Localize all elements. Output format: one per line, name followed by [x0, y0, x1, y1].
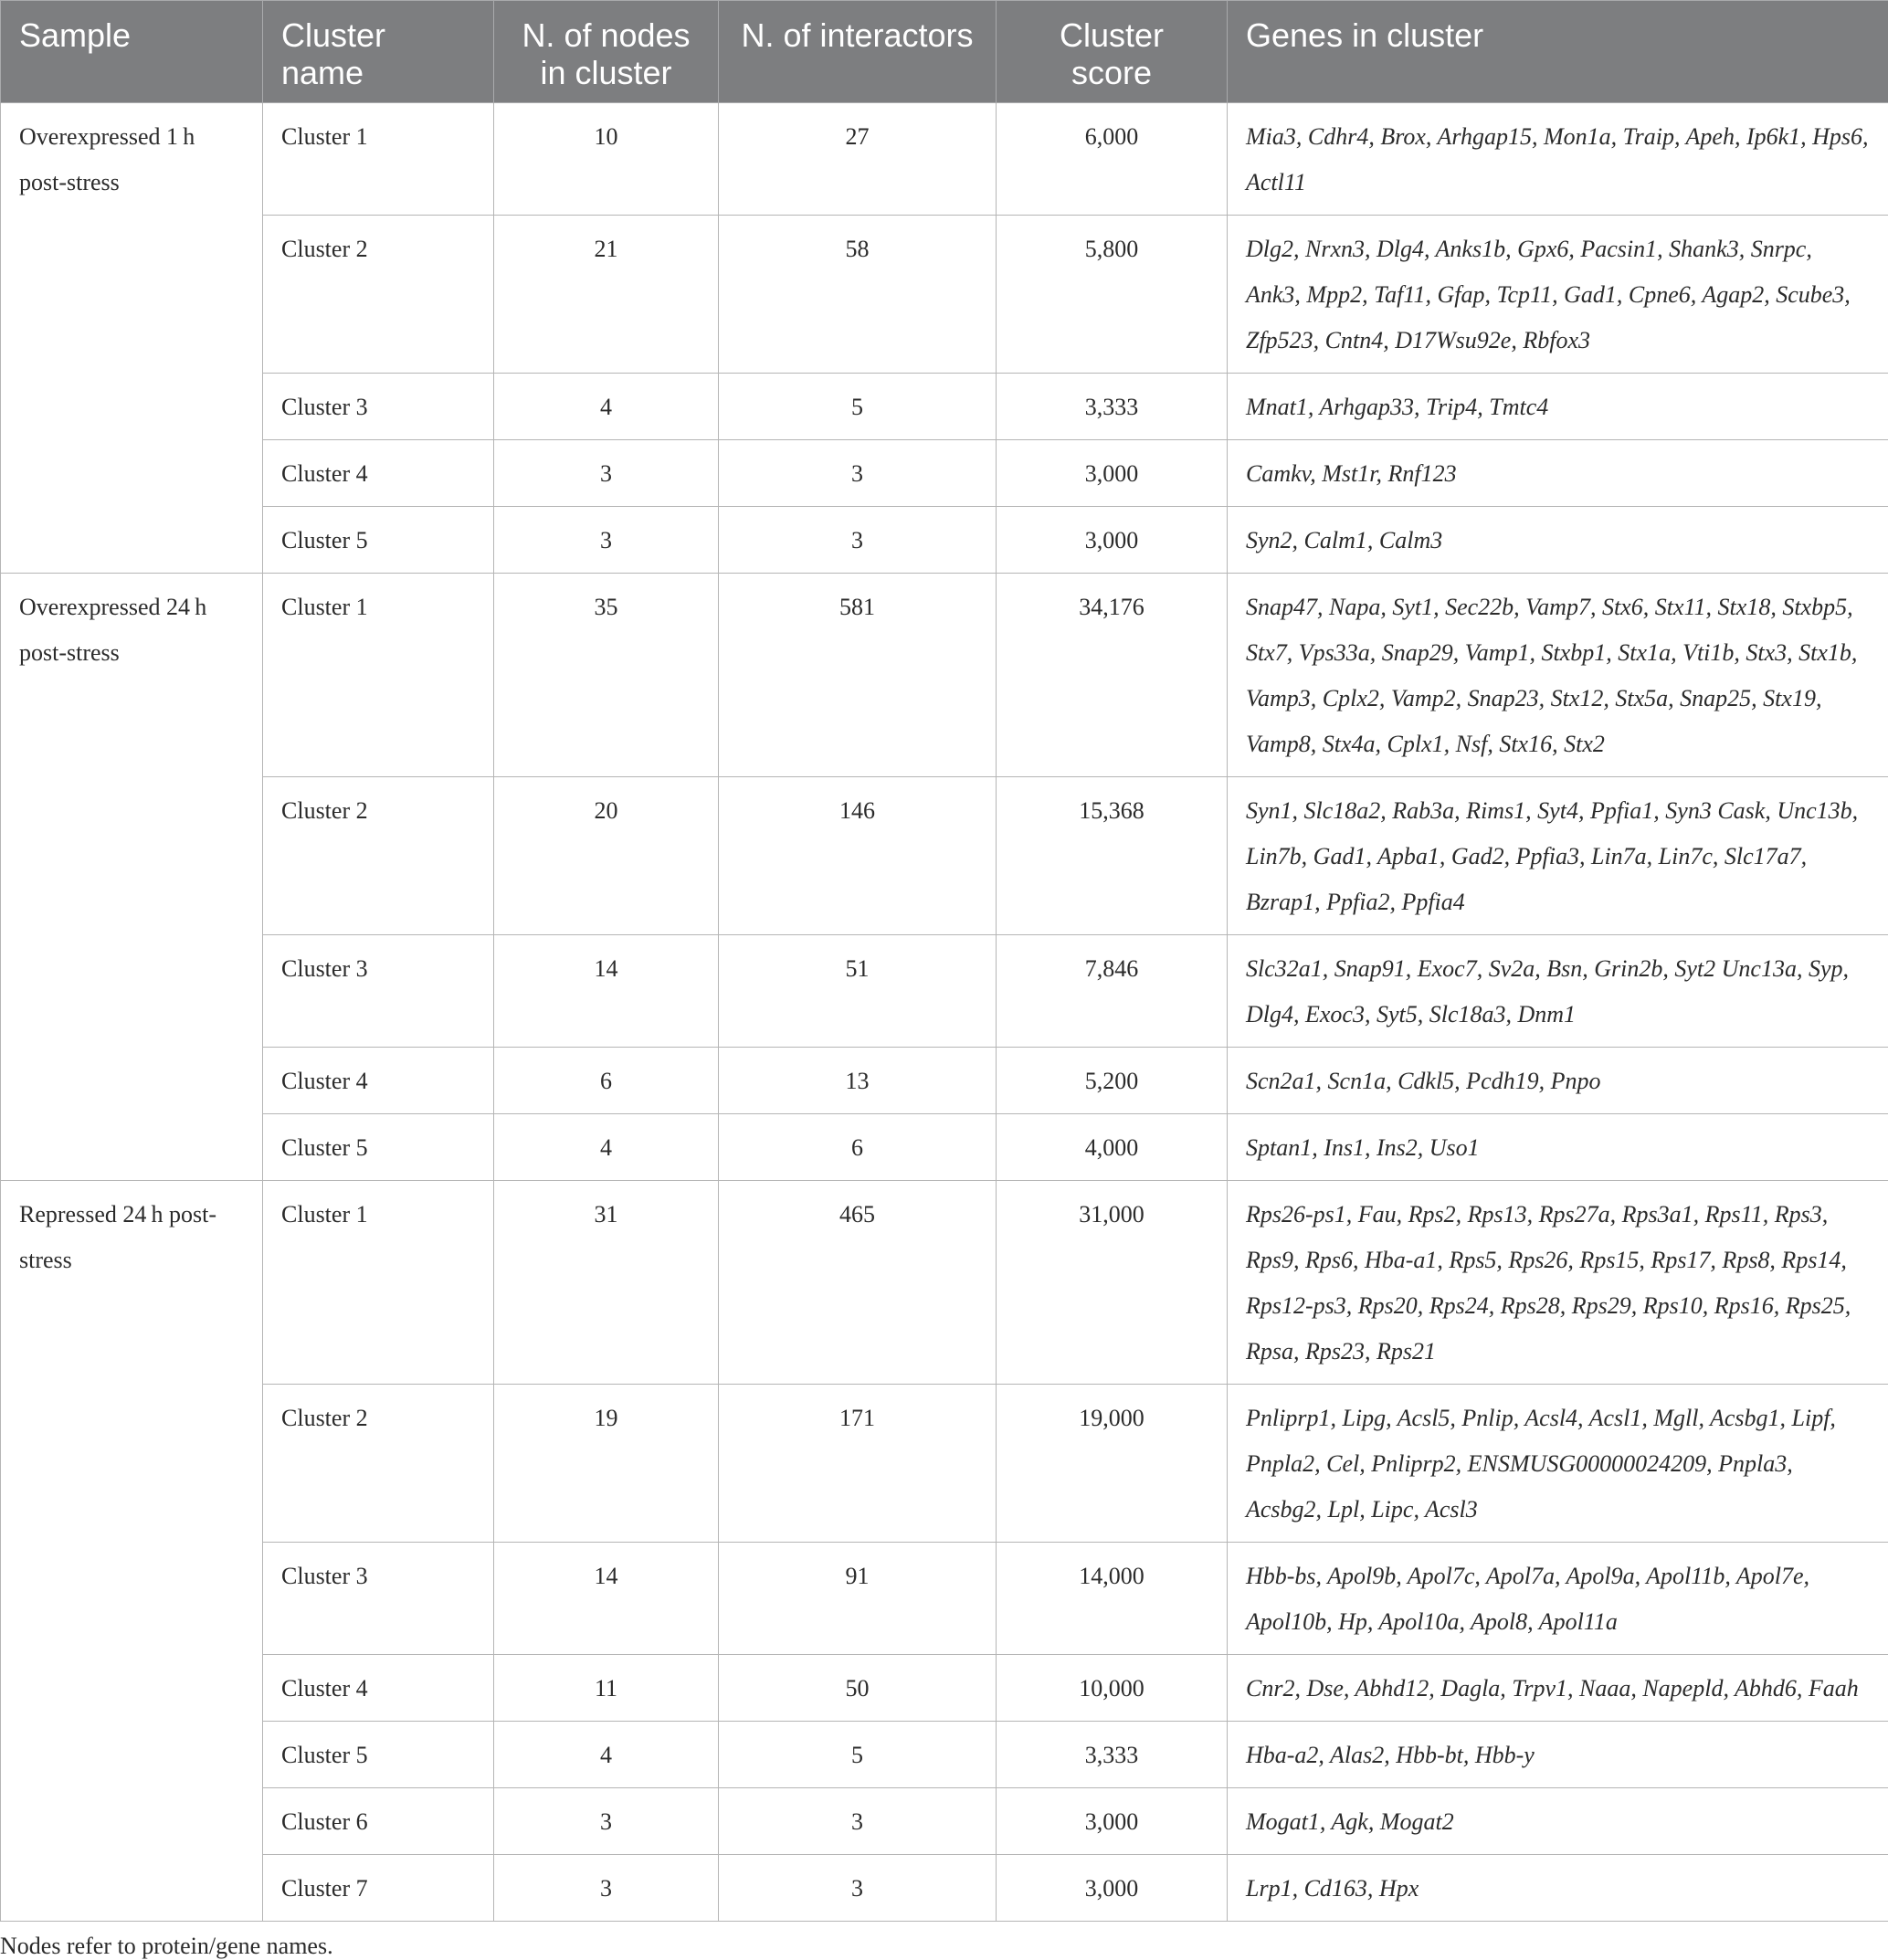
nodes-cell: 14	[494, 1543, 719, 1655]
genes-cell: Sptan1, Ins1, Ins2, Uso1	[1228, 1114, 1888, 1181]
cluster-name-cell: Cluster 3	[263, 1543, 494, 1655]
interactors-cell: 146	[719, 777, 997, 935]
table-row	[1, 374, 1888, 440]
nodes-cell: 6	[494, 1048, 719, 1114]
table-row	[1, 1048, 1888, 1114]
table-row	[1, 1788, 1888, 1855]
cluster-name-cell: Cluster 1	[263, 103, 494, 216]
table-row	[1, 574, 1888, 777]
score-cell: 10,000	[997, 1655, 1228, 1722]
cluster-name-cell: Cluster 2	[263, 216, 494, 374]
header-interactors: N. of interactors	[719, 1, 997, 103]
score-cell: 3,000	[997, 1855, 1228, 1922]
interactors-cell: 5	[719, 1722, 997, 1788]
score-cell: 31,000	[997, 1181, 1228, 1385]
cluster-name-cell: Cluster 2	[263, 777, 494, 935]
table-row	[1, 440, 1888, 507]
nodes-cell: 35	[494, 574, 719, 777]
table-row	[1, 1543, 1888, 1655]
cluster-name-cell: Cluster 5	[263, 507, 494, 574]
score-cell: 3,000	[997, 440, 1228, 507]
nodes-cell: 11	[494, 1655, 719, 1722]
score-cell: 19,000	[997, 1385, 1228, 1543]
header-genes: Genes in cluster	[1228, 1, 1888, 103]
cluster-name-cell: Cluster 1	[263, 574, 494, 777]
cluster-name-cell: Cluster 1	[263, 1181, 494, 1385]
genes-cell: Mogat1, Agk, Mogat2	[1228, 1788, 1888, 1855]
header-score: Cluster score	[997, 1, 1228, 103]
interactors-cell: 50	[719, 1655, 997, 1722]
header-sample: Sample	[1, 1, 263, 103]
cluster-name-cell: Cluster 3	[263, 935, 494, 1048]
table-header-row	[1, 1, 1888, 103]
genes-cell: Cnr2, Dse, Abhd12, Dagla, Trpv1, Naaa, Napepld, Abhd6, Faah	[1228, 1655, 1888, 1722]
table-body	[1, 103, 1888, 1922]
interactors-cell: 27	[719, 103, 997, 216]
interactors-cell: 58	[719, 216, 997, 374]
score-cell: 3,333	[997, 1722, 1228, 1788]
nodes-cell: 14	[494, 935, 719, 1048]
score-cell: 34,176	[997, 574, 1228, 777]
cluster-name-cell: Cluster 3	[263, 374, 494, 440]
genes-cell: Lrp1, Cd163, Hpx	[1228, 1855, 1888, 1922]
cluster-name-cell: Cluster 4	[263, 1655, 494, 1722]
cluster-name-cell: Cluster 5	[263, 1114, 494, 1181]
cluster-name-cell: Cluster 4	[263, 1048, 494, 1114]
score-cell: 6,000	[997, 103, 1228, 216]
score-cell: 3,000	[997, 507, 1228, 574]
interactors-cell: 3	[719, 1788, 997, 1855]
table-row	[1, 777, 1888, 935]
cluster-name-cell: Cluster 7	[263, 1855, 494, 1922]
score-cell: 4,000	[997, 1114, 1228, 1181]
genes-cell: Rps26-ps1, Fau, Rps2, Rps13, Rps27a, Rps3a1, Rps11, Rps3, Rps9, Rps6, Hba-a1, Rps5, Rps26, Rps15, Rps17, Rps8, Rps14, Rps12-ps3, Rps20, Rps24, Rps28, Rps29, Rps10, Rps16, Rps25, Rpsa, Rps23, Rps21	[1228, 1181, 1888, 1385]
genes-cell: Slc32a1, Snap91, Exoc7, Sv2a, Bsn, Grin2b, Syt2 Unc13a, Syp, Dlg4, Exoc3, Syt5, Slc18a3, Dnm1	[1228, 935, 1888, 1048]
table-row	[1, 1655, 1888, 1722]
genes-cell: Hbb-bs, Apol9b, Apol7c, Apol7a, Apol9a, Apol11b, Apol7e, Apol10b, Hp, Apol10a, Apol8, Apol11a	[1228, 1543, 1888, 1655]
table-row	[1, 1181, 1888, 1385]
score-cell: 5,200	[997, 1048, 1228, 1114]
cluster-name-cell: Cluster 6	[263, 1788, 494, 1855]
score-cell: 7,846	[997, 935, 1228, 1048]
genes-cell: Syn2, Calm1, Calm3	[1228, 507, 1888, 574]
score-cell: 3,333	[997, 374, 1228, 440]
nodes-cell: 3	[494, 507, 719, 574]
sample-cell: Overexpressed 24 h post-stress	[1, 574, 263, 1181]
nodes-cell: 31	[494, 1181, 719, 1385]
score-cell: 15,368	[997, 777, 1228, 935]
table-row	[1, 1855, 1888, 1922]
nodes-cell: 4	[494, 374, 719, 440]
table-row	[1, 1114, 1888, 1181]
genes-cell: Hba-a2, Alas2, Hbb-bt, Hbb-y	[1228, 1722, 1888, 1788]
sample-cell: Repressed 24 h post-stress	[1, 1181, 263, 1922]
interactors-cell: 171	[719, 1385, 997, 1543]
interactors-cell: 3	[719, 507, 997, 574]
interactors-cell: 6	[719, 1114, 997, 1181]
interactors-cell: 13	[719, 1048, 997, 1114]
table-row	[1, 103, 1888, 216]
nodes-cell: 4	[494, 1722, 719, 1788]
genes-cell: Camkv, Mst1r, Rnf123	[1228, 440, 1888, 507]
interactors-cell: 91	[719, 1543, 997, 1655]
header-nodes: N. of nodes in cluster	[494, 1, 719, 103]
interactors-cell: 581	[719, 574, 997, 777]
table-footnote: Nodes refer to protein/gene names.	[0, 1933, 1888, 1960]
nodes-cell: 3	[494, 440, 719, 507]
cluster-name-cell: Cluster 2	[263, 1385, 494, 1543]
nodes-cell: 4	[494, 1114, 719, 1181]
table-row	[1, 935, 1888, 1048]
table-row	[1, 1385, 1888, 1543]
nodes-cell: 10	[494, 103, 719, 216]
score-cell: 14,000	[997, 1543, 1228, 1655]
genes-cell: Scn2a1, Scn1a, Cdkl5, Pcdh19, Pnpo	[1228, 1048, 1888, 1114]
header-cluster-name: Cluster name	[263, 1, 494, 103]
interactors-cell: 3	[719, 1855, 997, 1922]
genes-cell: Syn1, Slc18a2, Rab3a, Rims1, Syt4, Ppfia1, Syn3 Cask, Unc13b, Lin7b, Gad1, Apba1, Gad2, Ppfia3, Lin7a, Lin7c, Slc17a7, Bzrap1, Ppfia2, Ppfia4	[1228, 777, 1888, 935]
nodes-cell: 20	[494, 777, 719, 935]
genes-cell: Snap47, Napa, Syt1, Sec22b, Vamp7, Stx6, Stx11, Stx18, Stxbp5, Stx7, Vps33a, Snap29, Vamp1, Stxbp1, Stx1a, Vti1b, Stx3, Stx1b, Vamp3, Cplx2, Vamp2, Snap23, Stx12, Stx5a, Snap25, Stx19, Vamp8, Stx4a, Cplx1, Nsf, Stx16, Stx2	[1228, 574, 1888, 777]
genes-cell: Pnliprp1, Lipg, Acsl5, Pnlip, Acsl4, Acsl1, Mgll, Acsbg1, Lipf, Pnpla2, Cel, Pnliprp2, ENSMUSG00000024209, Pnpla3, Acsbg2, Lpl, Lipc, Acsl3	[1228, 1385, 1888, 1543]
nodes-cell: 3	[494, 1788, 719, 1855]
score-cell: 5,800	[997, 216, 1228, 374]
cluster-name-cell: Cluster 4	[263, 440, 494, 507]
interactors-cell: 465	[719, 1181, 997, 1385]
interactors-cell: 3	[719, 440, 997, 507]
interactors-cell: 5	[719, 374, 997, 440]
table-row	[1, 216, 1888, 374]
nodes-cell: 21	[494, 216, 719, 374]
genes-cell: Dlg2, Nrxn3, Dlg4, Anks1b, Gpx6, Pacsin1, Shank3, Snrpc, Ank3, Mpp2, Taf11, Gfap, Tcp11, Gad1, Cpne6, Agap2, Scube3, Zfp523, Cntn4, D17Wsu92e, Rbfox3	[1228, 216, 1888, 374]
table-row	[1, 1722, 1888, 1788]
sample-cell: Overexpressed 1 h post-stress	[1, 103, 263, 574]
genes-cell: Mia3, Cdhr4, Brox, Arhgap15, Mon1a, Traip, Apeh, Ip6k1, Hps6, Actl11	[1228, 103, 1888, 216]
nodes-cell: 3	[494, 1855, 719, 1922]
interactors-cell: 51	[719, 935, 997, 1048]
cluster-name-cell: Cluster 5	[263, 1722, 494, 1788]
nodes-cell: 19	[494, 1385, 719, 1543]
score-cell: 3,000	[997, 1788, 1228, 1855]
genes-cell: Mnat1, Arhgap33, Trip4, Tmtc4	[1228, 374, 1888, 440]
table-row	[1, 507, 1888, 574]
